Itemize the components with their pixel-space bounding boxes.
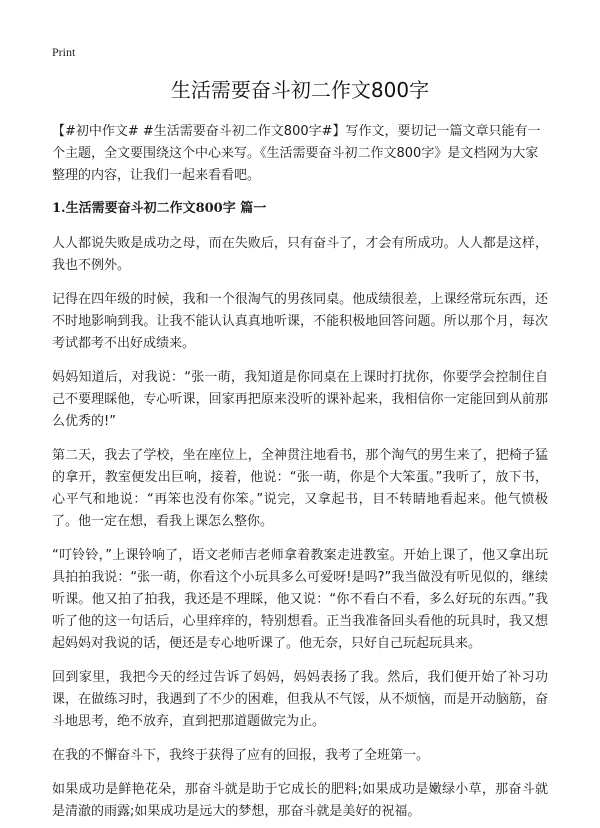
section-heading: 1.生活需要奋斗初二作文800字 篇一	[52, 201, 267, 216]
body-paragraph-5: “叮铃铃，”上课铃响了，语文老师吉老师拿着教案走进教室。开始上课了，他又拿出玩具拍拍我说：“张一萌，你看这个小玩具多么可爱呀!是吗?”我当做没有听见似的，继续听课。他又拍了拍我，我还是不理睬，他又说：“你不看白不看，多么好玩的东西。”我听了他的这一句话后，心里痒痒的，特别想看。正当我准备回头看他的玩具时，我又想起妈妈对我说的话，便还是专心地听课了。他无奈，只好自己玩起玩具来。	[52, 548, 548, 651]
body-paragraph-6: 回到家里，我把今天的经过告诉了妈妈，妈妈表扬了我。然后，我们便开始了补习功课，在做练习时，我遇到了不少的困难，但我从不气馁，从不烦恼，而是开动脑筋，奋斗地思考，绝不放弃，直到把那道题做完为止。	[52, 670, 548, 729]
document-title: 生活需要奋斗初二作文800字	[170, 78, 430, 102]
body-paragraph-4: 第二天，我去了学校，坐在座位上，全神贯注地看书，那个淘气的男生来了，把椅子猛的拿开，教室便发出巨响，接着，他说：“张一萌，你是个大笨蛋。”我听了，放下书，心平气和地说：“再笨也没有你笨。”说完，又拿起书，目不转睛地看起来。他气愤极了。他一定在想，看我上课怎么整你。	[52, 448, 548, 529]
body-paragraph-3: 妈妈知道后，对我说：“张一萌，我知道是你同桌在上课时打扰你，你要学会控制住自己不要理睬他，专心听课，回家再把原来没听的课补起来，我相信你一定能回到从前那么优秀的!”	[52, 370, 548, 429]
print-label: Print	[52, 45, 76, 59]
body-paragraph-2: 记得在四年级的时候，我和一个很淘气的男孩同桌。他成绩很差，上课经常玩东西，还不时地影响到我。让我不能认认真真地听课，不能积极地回答问题。所以那个月，每次考试都考不出好成绩来。	[52, 292, 548, 351]
body-paragraph-8: 如果成功是鲜艳花朵，那奋斗就是助于它成长的肥料;如果成功是嫩绿小草，那奋斗就是清澈的雨露;如果成功是远大的梦想，那奋斗就是美好的祝福。	[52, 782, 548, 819]
body-paragraph-1: 人人都说失败是成功之母，而在失败后，只有奋斗了，才会有所成功。人人都是这样，我也不例外。	[52, 236, 548, 273]
body-paragraph-7: 在我的不懈奋斗下，我终于获得了应有的回报，我考了全班第一。	[52, 748, 430, 763]
intro-paragraph: 【#初中作文# #生活需要奋斗初二作文800字#】写作文，要切记一篇文章只能有一个主题，全文要围绕这个中心来写。《生活需要奋斗初二作文800字》是文档网为大家整理的内容，让我们一起来看看吧。	[52, 124, 541, 183]
